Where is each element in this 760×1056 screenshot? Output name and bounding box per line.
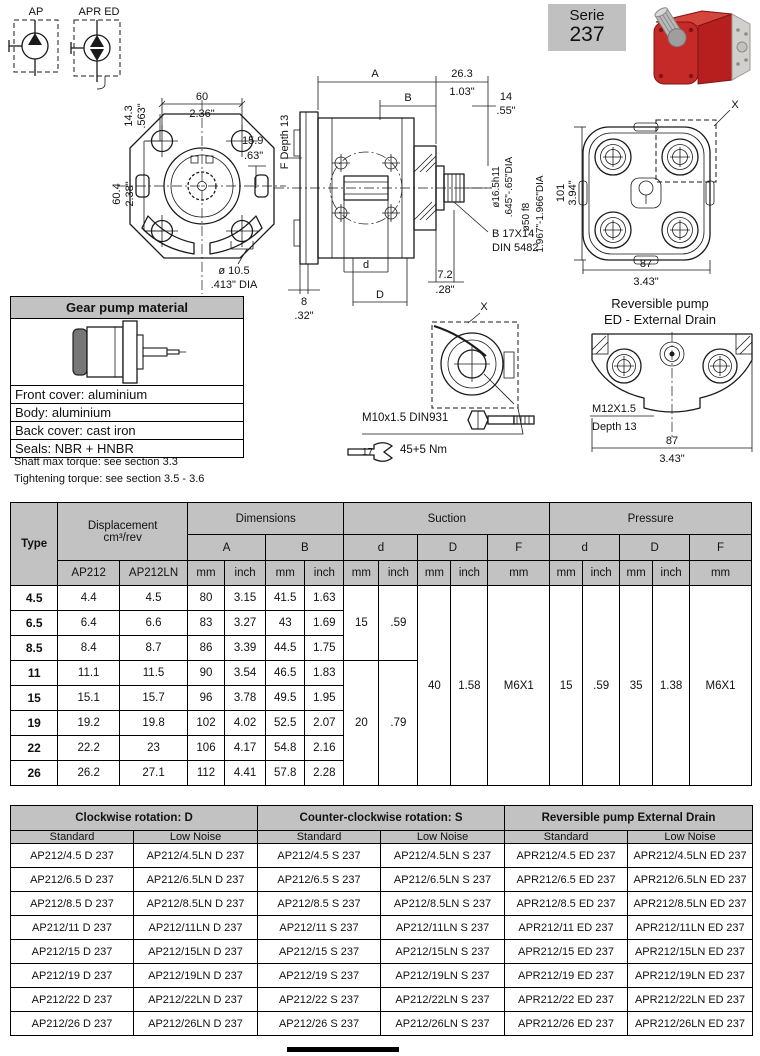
spec-cell: 4.41 xyxy=(225,761,266,786)
side-view-drawing xyxy=(240,62,558,330)
order-group-reversible: Reversible pump External Drain xyxy=(505,806,753,831)
order-code-cell: APR212/26LN ED 237 xyxy=(628,1012,753,1036)
order-code-cell: AP212/22 S 237 xyxy=(258,988,381,1012)
side-dim-D: D xyxy=(376,289,384,301)
rear-view-drawing xyxy=(556,98,756,298)
side-dim-8: 8 xyxy=(300,296,308,308)
spec-cell: 2.16 xyxy=(305,736,344,761)
order-code-cell: APR212/11 ED 237 xyxy=(505,916,628,940)
col-header-type: Type xyxy=(11,503,58,586)
displacement-line2: cm³/rev xyxy=(103,531,142,544)
spec-cell-merged: 35 xyxy=(620,586,653,786)
side-dia165-label: ø16.5h11 xyxy=(491,166,502,208)
side-dim-28: .28" xyxy=(435,284,455,296)
spec-cell-merged: 15 xyxy=(550,586,583,786)
spec-cell: 26 xyxy=(11,761,58,786)
order-code-cell: APR212/22LN ED 237 xyxy=(628,988,753,1012)
reversible-pump-drawing xyxy=(584,326,760,476)
order-code-cell: AP212/19 S 237 xyxy=(258,964,381,988)
order-code-cell: APR212/4.5 ED 237 xyxy=(505,844,628,868)
spec-cell: 19.8 xyxy=(120,711,188,736)
spec-cell-merged: .59 xyxy=(583,586,620,786)
spec-cell: 15 xyxy=(11,686,58,711)
spec-cell-merged: M6X1 xyxy=(488,586,550,786)
spec-cell: 4.17 xyxy=(225,736,266,761)
order-table xyxy=(10,805,753,1036)
spec-cell-merged: 1.58 xyxy=(451,586,488,786)
col-header-pressure: Pressure xyxy=(550,503,752,535)
material-row-seals: Seals: NBR + HNBR xyxy=(15,441,134,456)
order-code-cell: AP212/19 D 237 xyxy=(11,964,134,988)
spec-cell: 4.02 xyxy=(225,711,266,736)
spec-cell: 1.95 xyxy=(305,686,344,711)
spec-cell: 86 xyxy=(187,636,224,661)
unit-inch: inch xyxy=(451,561,488,586)
col-header-suction: Suction xyxy=(344,503,550,535)
spec-cell: 1.63 xyxy=(305,586,344,611)
ap-symbol-label: AP xyxy=(28,6,44,18)
side-dim-159: 15.9 xyxy=(242,135,264,147)
spec-cell: 27.1 xyxy=(120,761,188,786)
rear-dim-394: 3.94" xyxy=(567,180,579,206)
order-sub-standard: Standard xyxy=(11,831,134,844)
order-code-cell: AP212/4.5LN S 237 xyxy=(381,844,505,868)
spec-cell-merged: .59 xyxy=(379,586,418,661)
unit-mm: mm xyxy=(187,561,224,586)
order-code-cell: APR212/6.5LN ED 237 xyxy=(628,868,753,892)
col-header-pressure-d: d xyxy=(550,535,620,561)
order-code-cell: AP212/4.5 D 237 xyxy=(11,844,134,868)
pump-photo xyxy=(646,2,758,98)
order-code-cell: APR212/26 ED 237 xyxy=(505,1012,628,1036)
order-code-cell: AP212/8.5 S 237 xyxy=(258,892,381,916)
order-code-cell: AP212/6.5LN D 237 xyxy=(134,868,258,892)
order-code-cell: APR212/11LN ED 237 xyxy=(628,916,753,940)
col-header-suction-d: d xyxy=(344,535,418,561)
apr-ed-symbol-label: APR ED xyxy=(78,6,120,18)
spec-cell: 8.4 xyxy=(58,636,120,661)
spec-cell: 102 xyxy=(187,711,224,736)
spec-cell: 54.8 xyxy=(266,736,305,761)
spec-cell: 44.5 xyxy=(266,636,305,661)
unit-mm: mm xyxy=(550,561,583,586)
reversible-dim-343: 3.43" xyxy=(659,453,685,465)
order-code-cell: AP212/8.5LN D 237 xyxy=(134,892,258,916)
col-header-A: A xyxy=(187,535,265,561)
order-table-row xyxy=(11,964,753,988)
spec-cell: 19.2 xyxy=(58,711,120,736)
front-dim-height-in: 2.38" xyxy=(124,181,136,207)
col-header-B: B xyxy=(266,535,344,561)
spec-cell: 11.5 xyxy=(120,661,188,686)
side-dia50-label: ø50 f8 xyxy=(521,202,532,232)
spec-cell: 4.5 xyxy=(120,586,188,611)
order-code-cell: AP212/4.5LN D 237 xyxy=(134,844,258,868)
spec-cell: 4.4 xyxy=(58,586,120,611)
front-hole-dia-mm: ø 10.5 xyxy=(218,265,250,277)
bolt-icon xyxy=(468,409,538,431)
spec-cell: 57.8 xyxy=(266,761,305,786)
order-table-row xyxy=(11,1012,753,1036)
col-header-suction-F: F xyxy=(488,535,550,561)
reversible-thread-label: M12X1.5 xyxy=(592,403,637,415)
order-code-cell: APR212/15LN ED 237 xyxy=(628,940,753,964)
order-code-cell: AP212/8.5LN S 237 xyxy=(381,892,505,916)
side-dim-55: .55" xyxy=(496,105,516,117)
order-code-cell: AP212/4.5 S 237 xyxy=(258,844,381,868)
spec-cell: 26.2 xyxy=(58,761,120,786)
order-code-cell: AP212/22LN D 237 xyxy=(134,988,258,1012)
order-code-cell: AP212/26LN D 237 xyxy=(134,1012,258,1036)
reversible-title-1: Reversible pump xyxy=(611,296,709,311)
order-code-cell: APR212/19 ED 237 xyxy=(505,964,628,988)
unit-inch: inch xyxy=(379,561,418,586)
unit-mm: mm xyxy=(344,561,379,586)
spec-cell: 4.5 xyxy=(11,586,58,611)
front-hole-dia-in: .413" DIA xyxy=(210,279,258,291)
serie-number: 237 xyxy=(569,23,605,46)
order-table-body xyxy=(11,844,753,1036)
spec-cell: 3.27 xyxy=(225,611,266,636)
wrench-icon xyxy=(346,436,398,468)
order-code-cell: AP212/19LN D 237 xyxy=(134,964,258,988)
spec-cell: 3.78 xyxy=(225,686,266,711)
front-dim-top-in: .563" xyxy=(136,103,148,129)
ap-symbol-drawing xyxy=(8,4,64,82)
unit-inch: inch xyxy=(305,561,344,586)
spec-cell: 22.2 xyxy=(58,736,120,761)
spec-cell: 19 xyxy=(11,711,58,736)
order-sub-standard: Standard xyxy=(505,831,628,844)
order-sub-lownoise: Low Noise xyxy=(381,831,505,844)
order-code-cell: APR212/4.5LN ED 237 xyxy=(628,844,753,868)
unit-mm: mm xyxy=(488,561,550,586)
spec-cell: 1.75 xyxy=(305,636,344,661)
spec-cell: 2.07 xyxy=(305,711,344,736)
col-header-ap212: AP212 xyxy=(58,561,120,586)
spec-cell: 15.7 xyxy=(120,686,188,711)
side-dim-d: d xyxy=(362,259,370,271)
col-header-suction-D: D xyxy=(418,535,488,561)
material-row-back-cover: Back cover: cast iron xyxy=(11,422,243,440)
order-table-row xyxy=(11,916,753,940)
side-dim-103: 1.03" xyxy=(449,86,475,98)
side-dim-B: B xyxy=(404,92,412,104)
material-pump-drawing xyxy=(11,319,241,385)
order-code-cell: APR212/19LN ED 237 xyxy=(628,964,753,988)
footer-mark xyxy=(287,1047,399,1052)
spec-cell: 1.69 xyxy=(305,611,344,636)
spec-cell: 52.5 xyxy=(266,711,305,736)
material-box xyxy=(10,296,244,458)
side-spline-label-2: DIN 5482 xyxy=(492,242,539,254)
order-sub-lownoise: Low Noise xyxy=(628,831,753,844)
order-code-cell: AP212/6.5 S 237 xyxy=(258,868,381,892)
spec-cell: 22 xyxy=(11,736,58,761)
spec-cell-merged: M6X1 xyxy=(690,586,752,786)
spec-cell: 43 xyxy=(266,611,305,636)
torque-label: 45+5 Nm xyxy=(400,444,447,456)
spec-cell-merged: 20 xyxy=(344,661,379,786)
spec-cell-merged: .79 xyxy=(379,661,418,786)
col-header-dimensions: Dimensions xyxy=(187,503,343,535)
apr-ed-symbol-drawing xyxy=(70,4,128,94)
side-dim-32: .32" xyxy=(294,310,314,322)
unit-mm: mm xyxy=(620,561,653,586)
displacement-line1: Displacement xyxy=(87,519,158,532)
unit-mm: mm xyxy=(418,561,451,586)
side-dim-72: 7.2 xyxy=(437,269,453,281)
order-code-cell: AP212/6.5 D 237 xyxy=(11,868,134,892)
spec-cell: 90 xyxy=(187,661,224,686)
side-dim-263: 26.3 xyxy=(451,68,473,80)
col-header-pressure-D: D xyxy=(620,535,690,561)
side-dia165-in-label: .645"-.65"DIA xyxy=(504,156,515,218)
rear-dim-343: 3.43" xyxy=(633,276,659,288)
side-dia50-in-label: 1.967"-1.966"DIA xyxy=(535,175,546,253)
rear-x-callout: X xyxy=(731,99,739,111)
order-code-cell: AP212/11LN S 237 xyxy=(381,916,505,940)
order-table-row xyxy=(11,844,753,868)
reversible-dim-87: 87 xyxy=(665,435,679,447)
rear-dim-87: 87 xyxy=(639,258,653,270)
reversible-depth-label: Depth 13 xyxy=(592,421,637,433)
serie-badge xyxy=(548,4,626,51)
side-f-depth-label: F Depth 13 xyxy=(279,114,291,170)
rear-dim-101: 101 xyxy=(555,183,567,203)
side-spline-label-1: B 17X14 xyxy=(492,228,535,240)
bolt-spec-label: M10x1.5 DIN931 xyxy=(362,412,449,424)
order-code-cell: AP212/26 D 237 xyxy=(11,1012,134,1036)
front-dim-top-mm: 14.3 xyxy=(123,105,135,127)
spec-cell: 6.6 xyxy=(120,611,188,636)
order-group-counterclockwise: Counter-clockwise rotation: S xyxy=(258,806,505,831)
spec-cell-merged: 1.38 xyxy=(653,586,690,786)
order-code-cell: AP212/15LN D 237 xyxy=(134,940,258,964)
spec-cell: 11.1 xyxy=(58,661,120,686)
unit-inch: inch xyxy=(225,561,266,586)
spec-cell: 1.83 xyxy=(305,661,344,686)
spec-cell: 80 xyxy=(187,586,224,611)
side-dim-A: A xyxy=(371,68,379,80)
order-sub-standard: Standard xyxy=(258,831,381,844)
spec-cell-merged: 40 xyxy=(418,586,451,786)
order-table-row xyxy=(11,940,753,964)
spec-cell: 8.5 xyxy=(11,636,58,661)
spec-cell: 2.28 xyxy=(305,761,344,786)
order-code-cell: AP212/11LN D 237 xyxy=(134,916,258,940)
front-dim-height-mm: 60.4 xyxy=(111,183,123,205)
spec-cell: 3.15 xyxy=(225,586,266,611)
material-row-front-cover: Front cover: aluminium xyxy=(11,386,243,404)
side-dim-63: .63" xyxy=(244,150,264,162)
material-title: Gear pump material xyxy=(11,297,243,319)
order-code-cell: AP212/15 D 237 xyxy=(11,940,134,964)
front-dim-width-mm: 60 xyxy=(195,91,209,103)
unit-mm: mm xyxy=(690,561,752,586)
order-code-cell: AP212/8.5 D 237 xyxy=(11,892,134,916)
note-shaft-torque: Shaft max torque: see section 3.3 xyxy=(14,456,178,468)
order-code-cell: APR212/22 ED 237 xyxy=(505,988,628,1012)
order-code-cell: AP212/15LN S 237 xyxy=(381,940,505,964)
unit-inch: inch xyxy=(653,561,690,586)
order-table-row xyxy=(11,988,753,1012)
spec-cell: 6.5 xyxy=(11,611,58,636)
order-sub-lownoise: Low Noise xyxy=(134,831,258,844)
col-header-ap212ln: AP212LN xyxy=(120,561,188,586)
x-detail-drawing xyxy=(420,300,532,412)
spec-cell: 3.39 xyxy=(225,636,266,661)
spec-cell-merged: 15 xyxy=(344,586,379,661)
spec-cell: 83 xyxy=(187,611,224,636)
order-table-row xyxy=(11,892,753,916)
order-group-clockwise: Clockwise rotation: D xyxy=(11,806,258,831)
spec-cell: 8.7 xyxy=(120,636,188,661)
order-code-cell: AP212/22LN S 237 xyxy=(381,988,505,1012)
spec-cell: 112 xyxy=(187,761,224,786)
order-code-cell: APR212/6.5 ED 237 xyxy=(505,868,628,892)
order-code-cell: AP212/15 S 237 xyxy=(258,940,381,964)
unit-mm: mm xyxy=(266,561,305,586)
spec-table xyxy=(10,502,752,786)
spec-cell: 6.4 xyxy=(58,611,120,636)
spec-cell: 41.5 xyxy=(266,586,305,611)
wrench-size-label: 17 xyxy=(362,447,374,458)
order-code-cell: AP212/6.5LN S 237 xyxy=(381,868,505,892)
order-code-cell: APR212/8.5 ED 237 xyxy=(505,892,628,916)
order-code-cell: APR212/15 ED 237 xyxy=(505,940,628,964)
col-header-pressure-F: F xyxy=(690,535,752,561)
spec-cell: 46.5 xyxy=(266,661,305,686)
side-dim-14: 14 xyxy=(499,91,513,103)
spec-cell: 11 xyxy=(11,661,58,686)
spec-cell: 23 xyxy=(120,736,188,761)
order-code-cell: AP212/11 S 237 xyxy=(258,916,381,940)
spec-cell: 15.1 xyxy=(58,686,120,711)
x-detail-label: X xyxy=(480,301,488,313)
serie-label: Serie xyxy=(569,7,605,24)
front-dim-width-in: 2.36" xyxy=(189,108,215,120)
unit-inch: inch xyxy=(583,561,620,586)
material-row-body: Body: aluminium xyxy=(11,404,243,422)
order-code-cell: AP212/22 D 237 xyxy=(11,988,134,1012)
spec-row xyxy=(11,586,752,611)
spec-cell: 106 xyxy=(187,736,224,761)
col-header-displacement xyxy=(58,503,188,561)
spec-cell: 49.5 xyxy=(266,686,305,711)
order-table-row xyxy=(11,868,753,892)
order-code-cell: AP212/26LN S 237 xyxy=(381,1012,505,1036)
order-code-cell: APR212/8.5LN ED 237 xyxy=(628,892,753,916)
spec-cell: 3.54 xyxy=(225,661,266,686)
order-code-cell: AP212/26 S 237 xyxy=(258,1012,381,1036)
reversible-title-2: ED - External Drain xyxy=(604,312,716,327)
material-drawing xyxy=(11,319,243,386)
note-tightening-torque: Tightening torque: see section 3.5 - 3.6 xyxy=(14,473,205,485)
order-code-cell: AP212/19LN S 237 xyxy=(381,964,505,988)
order-code-cell: AP212/11 D 237 xyxy=(11,916,134,940)
spec-cell: 96 xyxy=(187,686,224,711)
